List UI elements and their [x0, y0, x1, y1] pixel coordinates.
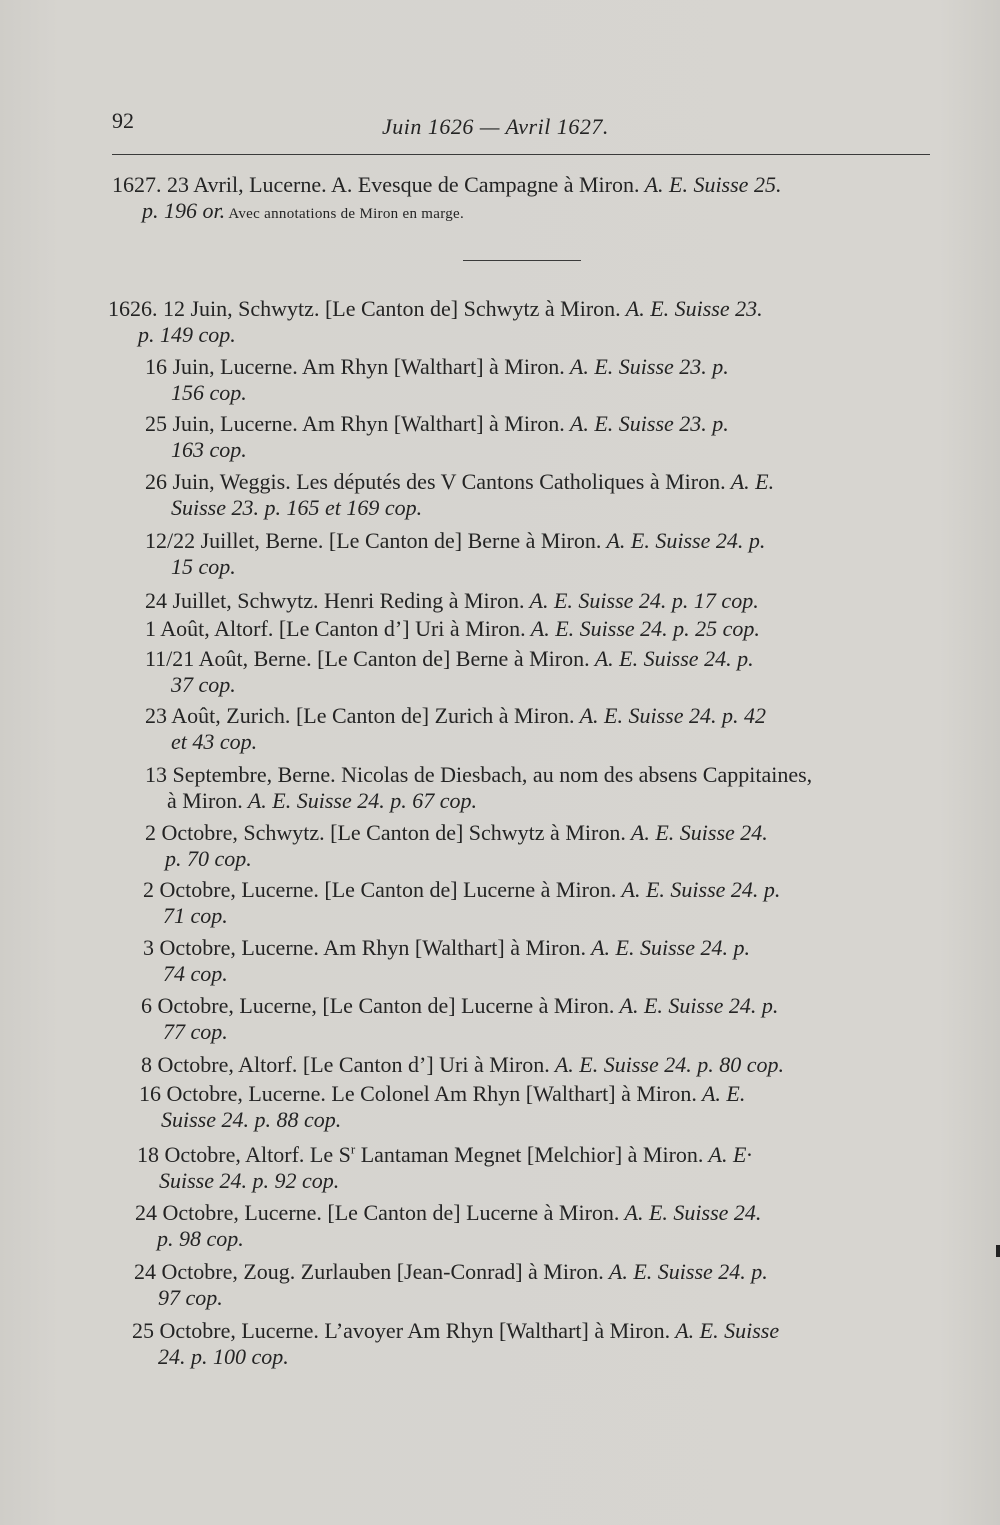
entry-1626-06-16 — [145, 354, 945, 406]
entry-date-place: 2 Octobre, Lucerne. — [143, 877, 319, 902]
entry-date-place: 18 Octobre, Altorf. — [137, 1142, 305, 1167]
entry-archive-ref-cont: 24. p. 100 cop. — [158, 1344, 289, 1369]
entry-text: L’avoyer Am Rhyn [Walthart] à Miron. — [318, 1318, 671, 1343]
entry-1626-10-02-schwytz — [145, 820, 945, 872]
entry-date-place: 24 Juillet, Schwytz. — [145, 588, 319, 613]
entry-archive-ref: A. E. Suisse 24. p. 17 cop. — [524, 588, 759, 613]
entry-date-place: 2 Octobre, Schwytz. — [145, 820, 325, 845]
entry-archive-ref: A. E. Suisse 23. p. — [564, 354, 729, 379]
entry-archive-ref: A. E. Suisse 25. — [639, 172, 782, 197]
entry-archive-ref: A. E. — [725, 469, 775, 494]
entry-1627-04-23 — [112, 172, 912, 227]
page-number: 92 — [112, 108, 134, 133]
entry-archive-ref: A. E. Suisse 24. p. — [614, 993, 779, 1018]
entry-1626-10-18 — [137, 1142, 937, 1194]
entry-archive-ref: A. E. Suisse 24. p. 80 cop. — [549, 1052, 784, 1077]
entry-date-place: 1626. 12 Juin, Schwytz. — [108, 296, 320, 321]
entry-date-place: 8 Octobre, Altorf. — [141, 1052, 298, 1077]
entry-text: [Le Canton d’] Uri à Miron. — [273, 616, 526, 641]
entry-text: [Le Canton de] Lucerne à Miron. — [318, 877, 617, 902]
entry-archive-ref-cont: 156 cop. — [171, 380, 247, 405]
entry-archive-ref-cont: 37 cop. — [171, 672, 236, 697]
entry-archive-ref: A. E. Suisse 24. — [625, 820, 768, 845]
entry-1626-10-02-lucerne — [143, 877, 943, 929]
entry-date-place: 25 Juin, Lucerne. — [145, 411, 298, 436]
entry-1626-10-24-zoug — [134, 1259, 934, 1311]
entry-archive-ref-cont: p. 70 cop. — [165, 846, 252, 871]
entry-archive-ref-cont: 163 cop. — [171, 437, 247, 462]
entry-text: Am Rhyn [Walthart] à Miron. — [318, 935, 586, 960]
entry-text: Am Rhyn [Walthart] à Miron. — [297, 354, 565, 379]
entry-1626-07-24 — [145, 588, 945, 614]
entry-date-place: 3 Octobre, Lucerne. — [143, 935, 319, 960]
entry-archive-ref: A. E· — [703, 1142, 752, 1167]
entry-1626-06-26 — [145, 469, 945, 521]
entry-date-place: 1 Août, Altorf. — [145, 616, 274, 641]
entry-archive-ref: A. E. Suisse 24. p. — [601, 528, 766, 553]
entry-text-cont: à Miron. — [167, 788, 243, 813]
entry-date-place: 23 Août, Zurich. — [145, 703, 291, 728]
section-separator — [463, 260, 581, 261]
entry-1626-08-23 — [145, 703, 945, 755]
entry-archive-ref: A. E. — [696, 1081, 746, 1106]
entry-1626-06-25 — [145, 411, 945, 463]
entry-archive-ref: A. E. Suisse 23. p. — [564, 411, 729, 436]
entry-archive-ref-cont: p. 98 cop. — [157, 1226, 244, 1251]
entry-text: [Le Canton de] Schwytz à Miron. — [319, 296, 621, 321]
entry-archive-ref: A. E. Suisse 24. p. 25 cop. — [525, 616, 760, 641]
entry-date-place: 13 Septembre, Berne. — [145, 762, 336, 787]
entry-text: A. Evesque de Campagne à Miron. — [326, 172, 640, 197]
entry-date-place: 11/21 Août, Berne. — [145, 646, 312, 671]
entry-date-place: 6 Octobre, Lucerne, — [141, 993, 317, 1018]
entry-text: [Le Canton de] Zurich à Miron. — [290, 703, 575, 728]
entry-archive-ref-cont: A. E. Suisse 24. p. 67 cop. — [242, 788, 478, 813]
entry-date-place: 1627. 23 Avril, Lucerne. — [112, 172, 327, 197]
entry-archive-ref: A. E. Suisse 24. p. 42 — [574, 703, 766, 728]
entry-archive-ref-cont: 74 cop. — [163, 961, 228, 986]
entry-archive-ref-cont: p. 149 cop. — [138, 322, 236, 347]
entry-archive-ref-cont: Suisse 24. p. 88 cop. — [161, 1107, 342, 1132]
entry-archive-ref: A. E. Suisse 24. p. — [616, 877, 781, 902]
entry-1626-10-24-lucerne — [135, 1200, 935, 1252]
entry-date-place: 24 Octobre, Lucerne. — [135, 1200, 322, 1225]
entry-text: Zurlauben [Jean-Conrad] à Miron. — [295, 1259, 604, 1284]
entry-archive-ref: A. E. Suisse 24. p. — [603, 1259, 768, 1284]
entry-archive-ref-cont: 15 cop. — [171, 554, 236, 579]
entry-text: Le S — [304, 1142, 351, 1167]
entry-date-place: 12/22 Juillet, Berne. — [145, 528, 324, 553]
entry-archive-ref-cont: et 43 cop. — [171, 729, 258, 754]
entry-text: [Le Canton de] Berne à Miron. — [311, 646, 590, 671]
entry-1626-10-08 — [141, 1052, 941, 1078]
entry-1626-08-01 — [145, 616, 945, 642]
entry-archive-ref-cont: 71 cop. — [163, 903, 228, 928]
entry-archive-ref: A. E. Suisse 24. p. — [586, 935, 750, 960]
running-head: Juin 1626 — Avril 1627. — [382, 114, 609, 139]
entry-1626-10-16 — [139, 1081, 939, 1133]
entry-archive-ref-cont: Suisse 24. p. 92 cop. — [159, 1168, 340, 1193]
entry-archive-ref-cont: p. 196 or. — [142, 198, 226, 223]
entry-archive-ref-cont: 77 cop. — [163, 1019, 228, 1044]
entry-text: Les députés des V Cantons Catholiques à Miron. — [290, 469, 726, 494]
entry-text: [Le Canton de] Schwytz à Miron. — [324, 820, 626, 845]
page-edge-mark — [996, 1245, 1000, 1257]
entry-date-place: 26 Juin, Weggis. — [145, 469, 291, 494]
entry-text: Nicolas de Diesbach, au nom des absens Cappitaines, — [335, 762, 813, 787]
entry-note: Avec annotations de Miron en marge. — [225, 206, 465, 222]
entry-1626-10-25 — [132, 1318, 932, 1370]
entry-archive-ref: A. E. Suisse 23. — [620, 296, 763, 321]
entry-date-place: 16 Octobre, Lucerne. — [139, 1081, 326, 1106]
entry-1626-10-06 — [141, 993, 941, 1045]
entry-1626-07-12 — [145, 528, 945, 580]
entry-date-place: 25 Octobre, Lucerne. — [132, 1318, 319, 1343]
entry-text: [Le Canton d’] Uri à Miron. — [297, 1052, 550, 1077]
entry-1626-08-11 — [145, 646, 945, 698]
entry-archive-ref: A. E. Suisse 24. — [619, 1200, 762, 1225]
entry-text: [Le Canton de] Lucerne à Miron. — [316, 993, 615, 1018]
entry-1626-10-03 — [143, 935, 943, 987]
entry-date-place: 16 Juin, Lucerne. — [145, 354, 298, 379]
entry-text: [Le Canton de] Berne à Miron. — [323, 528, 602, 553]
entry-text-b: Lantaman Megnet [Melchior] à Miron. — [355, 1142, 704, 1167]
entry-text: Am Rhyn [Walthart] à Miron. — [297, 411, 565, 436]
entry-archive-ref: A. E. Suisse 24. p. — [589, 646, 754, 671]
entry-archive-ref-cont: Suisse 23. p. 165 et 169 cop. — [171, 495, 423, 520]
entry-archive-ref-cont: 97 cop. — [158, 1285, 223, 1310]
entry-archive-ref: A. E. Suisse — [670, 1318, 780, 1343]
superscript-r: r — [350, 1141, 356, 1157]
entry-text: [Le Canton de] Lucerne à Miron. — [321, 1200, 620, 1225]
entry-1626-09-13 — [145, 762, 945, 814]
page-header — [112, 108, 930, 156]
entry-text: Le Colonel Am Rhyn [Walthart] à Miron. — [325, 1081, 697, 1106]
entry-date-place: 24 Octobre, Zoug. — [134, 1259, 296, 1284]
entry-text: Henri Reding à Miron. — [318, 588, 525, 613]
header-rule — [112, 154, 930, 155]
entry-1626-06-12 — [108, 296, 908, 348]
